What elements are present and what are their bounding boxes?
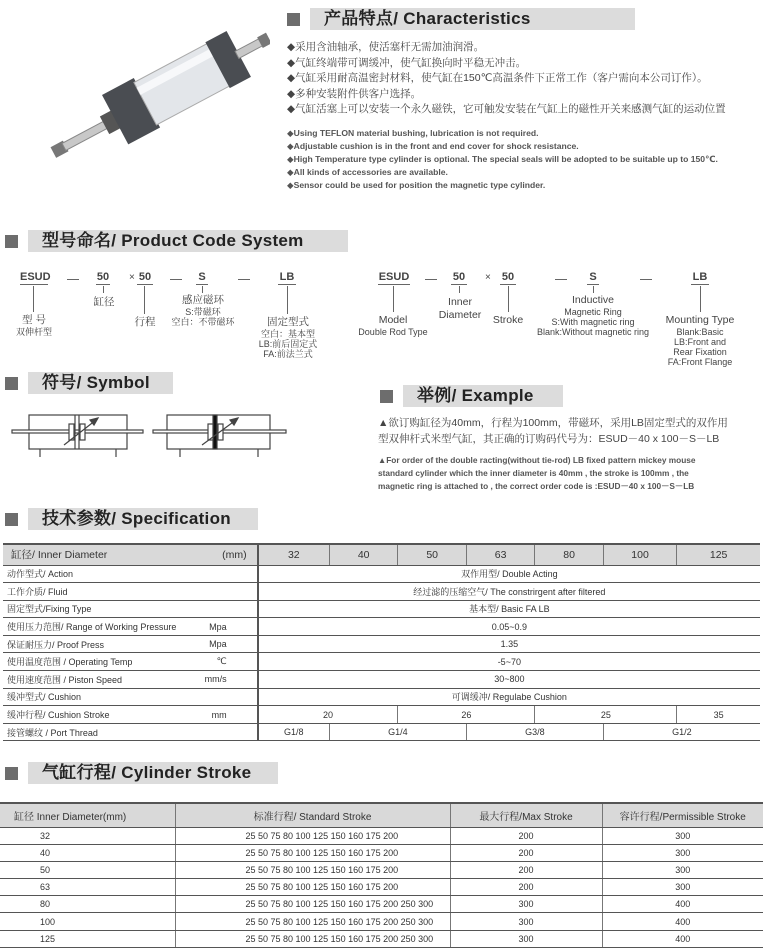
row-label: 缓冲型式/ Cushion — [3, 688, 180, 706]
example-en-line: ▲For order of the double racting(without tie-rod) LB fixed pattern mickey mouse — [378, 455, 696, 465]
label-text: 行程 — [134, 316, 156, 328]
table-row — [3, 653, 760, 671]
label-sub: S:With magnetic ring — [551, 317, 635, 327]
permissible-stroke-cell: 400 — [602, 930, 763, 947]
bore-header: 63 — [466, 544, 534, 565]
column-header: 容许行程/Permissible Stroke — [602, 803, 763, 827]
standard-stroke-cell: 25 50 75 80 100 125 150 160 175 200 — [175, 827, 450, 844]
table-header-row — [0, 803, 763, 827]
cell: 35 — [677, 706, 760, 724]
permissible-stroke-cell: 300 — [602, 827, 763, 844]
label-sub: Magnetic Ring — [564, 307, 622, 317]
leader-line — [103, 286, 104, 293]
cell: 1.35 — [258, 635, 760, 653]
section-marker-icon — [5, 513, 18, 526]
table-header-row — [3, 544, 760, 565]
example-en-line: magnetic ring is attached to , the correct order code is :ESUD－40 x 100－S－LB — [378, 481, 695, 491]
code-model: ESUD — [20, 271, 51, 283]
table-row — [3, 706, 760, 724]
bore-cell: 80 — [0, 896, 175, 913]
table-row — [3, 583, 760, 601]
row-unit — [180, 565, 257, 583]
leader-line — [393, 286, 394, 312]
feature-item: ◆High Temperature type cylinder is optional. The special seals will be adopted to be suitable up to 150℃. — [287, 154, 718, 164]
header-unit: (mm) — [180, 544, 257, 565]
cell: 经过滤的压缩空气/ The constrirgent after filtered — [258, 583, 760, 601]
section-marker-icon — [5, 767, 18, 780]
bore-label — [94, 296, 115, 309]
row-unit: Mpa — [180, 618, 257, 636]
bore-header: 80 — [535, 544, 603, 565]
permissible-stroke-cell: 400 — [602, 896, 763, 913]
table-row — [0, 896, 763, 913]
code-stroke: 50 — [501, 271, 515, 283]
header-label: 缸径/ Inner Diameter — [3, 544, 180, 565]
table-row — [3, 635, 760, 653]
mount-label — [259, 316, 318, 359]
leader-line — [33, 286, 34, 312]
max-stroke-cell: 300 — [450, 896, 602, 913]
row-label: 动作型式/ Action — [3, 565, 180, 583]
section-marker-icon — [380, 390, 393, 403]
code-times: × — [485, 272, 491, 283]
row-unit — [180, 723, 257, 741]
symbol-double-rod-magnet — [153, 415, 286, 457]
characteristics-header — [287, 8, 635, 30]
feature-item: ◆气缸活塞上可以安装一个永久磁铁，它可触发安装在气缸上的磁性开关来感测气缸的运动位置 — [287, 103, 726, 115]
section-title: 举例/ Example — [403, 385, 563, 407]
cell: G1/4 — [329, 723, 466, 741]
section-marker-icon — [5, 377, 18, 390]
feature-item: ◆All kinds of accessories are available. — [287, 167, 448, 177]
table-row — [0, 844, 763, 861]
label-sub: FA:Front Flange — [667, 357, 733, 367]
label-text: 型 号 — [22, 314, 46, 326]
label-sub: 双伸杆型 — [15, 327, 53, 337]
cell: 0.05~0.9 — [258, 618, 760, 636]
leader-line — [459, 286, 460, 293]
max-stroke-cell: 200 — [450, 861, 602, 878]
label-sub: 空白：基本型 — [260, 329, 316, 339]
cylinder-product-image — [30, 25, 270, 175]
cell: G3/8 — [466, 723, 603, 741]
label-sub: Rear Fixation — [673, 347, 727, 357]
section-title: 型号命名/ Product Code System — [28, 230, 348, 252]
code-mount: LB — [692, 271, 708, 283]
standard-stroke-cell: 25 50 75 80 100 125 150 160 175 200 — [175, 879, 450, 896]
bore-cell: 100 — [0, 913, 175, 930]
label-text: 感应磁环 — [181, 294, 224, 306]
standard-stroke-cell: 25 50 75 80 100 125 150 160 175 200 250 300 — [175, 896, 450, 913]
symbol-single-rod-magnet — [12, 415, 143, 457]
max-stroke-cell: 200 — [450, 879, 602, 896]
cell: 双作用型/ Double Acting — [258, 565, 760, 583]
feature-item: ◆气缸采用耐高温密封材料，使气缸在150℃高温条件下正常工作（客户需向本公司订作）。 — [287, 72, 708, 84]
column-header: 最大行程/Max Stroke — [450, 803, 602, 827]
label-sub: Blank:Without magnetic ring — [536, 327, 650, 337]
section-marker-icon — [287, 13, 300, 26]
cell: G1/2 — [603, 723, 760, 741]
table-row — [3, 723, 760, 741]
section-marker-icon — [5, 235, 18, 248]
table-row — [0, 879, 763, 896]
row-unit: mm/s — [180, 671, 257, 689]
label-sub: FA:前法兰式 — [263, 349, 313, 359]
row-unit — [180, 600, 257, 618]
max-stroke-cell: 300 — [450, 930, 602, 947]
row-label: 工作介质/ Fluid — [3, 583, 180, 601]
code-sensor: S — [196, 271, 208, 285]
bore-header: 32 — [258, 544, 330, 565]
cell: 20 — [258, 706, 398, 724]
bore-header: 40 — [329, 544, 397, 565]
cell: -5~70 — [258, 653, 760, 671]
table-row — [0, 930, 763, 947]
row-label: 缓冲行程/ Cushion Stroke — [3, 706, 180, 724]
code-system-header — [5, 230, 348, 252]
cell: 26 — [398, 706, 535, 724]
stroke-label — [493, 314, 523, 327]
code-stroke: 50 — [138, 271, 152, 283]
permissible-stroke-cell: 300 — [602, 861, 763, 878]
leader-line — [593, 286, 594, 293]
cylinder-stroke-header — [5, 762, 278, 784]
label-sub: Double Rod Type — [358, 327, 428, 337]
bore-cell: 40 — [0, 844, 175, 861]
specification-header — [5, 508, 258, 530]
cell: 可调缓冲/ Regulabe Cushion — [258, 688, 760, 706]
sensor-label — [171, 294, 234, 327]
bore-cell: 63 — [0, 879, 175, 896]
code-dash — [67, 279, 79, 280]
table-row — [0, 827, 763, 844]
max-stroke-cell: 200 — [450, 844, 602, 861]
cell: 30~800 — [258, 671, 760, 689]
code-dash — [640, 279, 652, 280]
section-title: 气缸行程/ Cylinder Stroke — [28, 762, 278, 784]
row-unit: Mpa — [180, 635, 257, 653]
model-label — [358, 314, 427, 337]
cylinder-stroke-table — [0, 802, 763, 948]
bore-header: 50 — [398, 544, 466, 565]
bore-cell: 32 — [0, 827, 175, 844]
code-mount: LB — [279, 271, 295, 283]
label-sub: S:带磁环 — [185, 307, 221, 317]
max-stroke-cell: 300 — [450, 913, 602, 930]
leader-line — [144, 286, 145, 314]
standard-stroke-cell: 25 50 75 80 100 125 150 160 175 200 250 300 — [175, 930, 450, 947]
section-title: 技术参数/ Specification — [28, 508, 258, 530]
bore-cell: 50 — [0, 861, 175, 878]
example-cn-line: 型双伸杆式米型气缸，其正确的订购码代号为：ESUD－40 x 100－S－LB — [378, 433, 720, 445]
specification-table — [3, 543, 760, 741]
row-unit: mm — [180, 706, 257, 724]
leader-line — [202, 286, 203, 293]
row-label: 使用压力范围/ Range of Working Pressure — [3, 618, 180, 636]
table-row — [0, 861, 763, 878]
code-sensor: S — [587, 271, 599, 285]
leader-line — [287, 286, 288, 314]
section-title: 产品特点/ Characteristics — [310, 8, 635, 30]
table-row — [0, 913, 763, 930]
model-label — [16, 314, 52, 337]
example-cn-line: ▲欲订购缸径为40mm，行程为100mm，带磁环，采用LB固定型式的双作用 — [378, 417, 728, 429]
row-label: 使用温度范围 / Operating Temp — [3, 653, 180, 671]
label-text: Stroke — [492, 314, 524, 326]
example-header — [380, 385, 563, 407]
permissible-stroke-cell: 300 — [602, 879, 763, 896]
leader-line — [700, 286, 701, 312]
label-sub: Blank:Basic — [676, 327, 724, 337]
table-row — [3, 600, 760, 618]
leader-line — [508, 286, 509, 312]
row-label: 使用速度范围 / Piston Speed — [3, 671, 180, 689]
features-cn-list — [287, 40, 726, 118]
label-sub: LB:前后固定式 — [258, 339, 318, 349]
label-text: Mounting Type — [665, 314, 735, 326]
feature-item: ◆气缸终端带可调缓冲，使气缸换向时平稳无冲击。 — [287, 56, 527, 69]
sensor-label — [537, 294, 649, 337]
column-header: 标准行程/ Standard Stroke — [175, 803, 450, 827]
example-en-line: standard cylinder which the inner diameter is 40mm , the stroke is 100mm , the — [378, 468, 689, 478]
bore-cell: 125 — [0, 930, 175, 947]
table-row — [3, 671, 760, 689]
code-model: ESUD — [378, 271, 410, 283]
code-bore: 50 — [452, 271, 466, 283]
feature-item: ◆多种安装附件供客户选择。 — [287, 87, 422, 100]
stroke-label — [135, 316, 156, 329]
label-text: 缸径 — [93, 296, 115, 308]
code-dash — [555, 279, 567, 280]
bore-header: 100 — [603, 544, 676, 565]
feature-item: ◆Using TEFLON material bushing, lubrication is not required. — [287, 128, 539, 138]
row-unit — [180, 688, 257, 706]
features-en-list — [287, 127, 718, 192]
row-unit — [180, 583, 257, 601]
bore-header: 125 — [677, 544, 760, 565]
cell: 25 — [535, 706, 677, 724]
table-row — [3, 618, 760, 636]
permissible-stroke-cell: 400 — [602, 913, 763, 930]
row-label: 接管螺纹 / Port Thread — [3, 723, 180, 741]
permissible-stroke-cell: 300 — [602, 844, 763, 861]
label-text: Inner — [448, 296, 472, 308]
symbol-header — [5, 372, 173, 394]
label-sub: LB:Front and — [673, 337, 727, 347]
label-text: 固定型式 — [266, 316, 309, 328]
code-dash — [425, 279, 437, 280]
row-unit: ℃ — [180, 653, 257, 671]
mount-label — [666, 314, 735, 367]
code-dash — [238, 279, 250, 280]
code-times: × — [129, 272, 135, 283]
cell: G1/8 — [258, 723, 330, 741]
bore-label — [439, 296, 482, 322]
table-row — [3, 688, 760, 706]
standard-stroke-cell: 25 50 75 80 100 125 150 160 175 200 — [175, 861, 450, 878]
label-text: Inductive — [571, 294, 615, 306]
label-sub: 空白：不带磁环 — [171, 317, 235, 327]
row-label: 保证耐压力/ Proof Press — [3, 635, 180, 653]
feature-item: ◆采用含油轴承，使活塞杆无需加油润滑。 — [287, 41, 485, 53]
table-row — [3, 565, 760, 583]
code-bore: 50 — [96, 271, 110, 283]
cell: 基本型/ Basic FA LB — [258, 600, 760, 618]
standard-stroke-cell: 25 50 75 80 100 125 150 160 175 200 250 300 — [175, 913, 450, 930]
label-text: Diameter — [438, 309, 482, 321]
max-stroke-cell: 200 — [450, 827, 602, 844]
code-dash — [170, 279, 182, 280]
row-label: 固定型式/Fixing Type — [3, 600, 180, 618]
feature-item: ◆Adjustable cushion is in the front and end cover for shock resistance. — [287, 141, 579, 151]
cylinder-symbol-diagrams — [0, 405, 300, 465]
section-title: 符号/ Symbol — [28, 372, 173, 394]
column-header: 缸径 Inner Diameter(mm) — [0, 803, 175, 827]
label-text: Model — [378, 314, 408, 326]
standard-stroke-cell: 25 50 75 80 100 125 150 160 175 200 — [175, 844, 450, 861]
feature-item: ◆Sensor could be used for position the magnetic type cylinder. — [287, 180, 546, 190]
